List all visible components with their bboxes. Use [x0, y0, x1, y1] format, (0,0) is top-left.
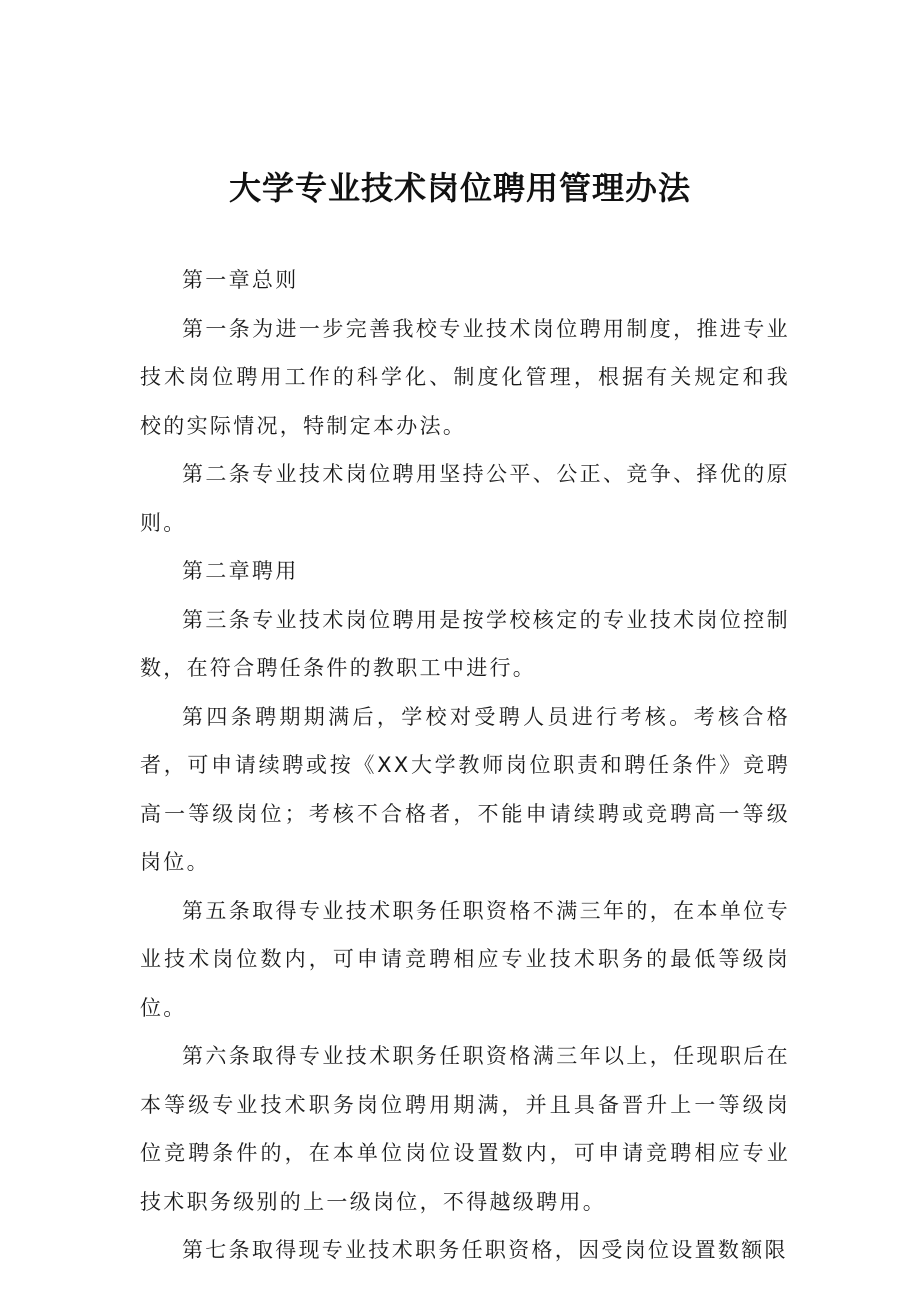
article-paragraph: 第七条取得现专业技术职务任职资格，因受岗位设置数额限	[182, 1238, 788, 1262]
article-paragraph: 第二条专业技术岗位聘用坚持公平、公正、竞争、择优的原则。	[140, 462, 790, 535]
document-body	[140, 256, 790, 1275]
article-paragraph: 第三条专业技术岗位聘用是按学校核定的专业技术岗位控制数，在符合聘任条件的教职工中进行。	[140, 607, 790, 680]
article-paragraph: 第五条取得专业技术职务任职资格不满三年的，在本单位专业技术岗位数内，可申请竞聘相应专业技术职务的最低等级岗位。	[140, 898, 790, 1020]
article-paragraph: 第四条聘期期满后，学校对受聘人员进行考核。考核合格者，可申请续聘或按《XX大学教师岗位职责和聘任条件》竞聘高一等级岗位；考核不合格者，不能申请续聘或竞聘高一等级岗位。	[140, 704, 790, 874]
chapter-heading: 第二章聘用	[182, 559, 299, 583]
article-paragraph: 第六条取得专业技术职务任职资格满三年以上，任现职后在本等级专业技术职务岗位聘用期满，并且具备晋升上一等级岗位竞聘条件的，在本单位岗位设置数内，可申请竞聘相应专业技术职务级别的上一级岗位，不得越级聘用。	[140, 1044, 790, 1214]
page-title: 大学专业技术岗位聘用管理办法	[228, 169, 691, 207]
article-paragraph: 第一条为进一步完善我校专业技术岗位聘用制度，推进专业技术岗位聘用工作的科学化、制度化管理，根据有关规定和我校的实际情况，特制定本办法。	[140, 316, 790, 438]
chapter-heading: 第一章总则	[182, 268, 299, 292]
